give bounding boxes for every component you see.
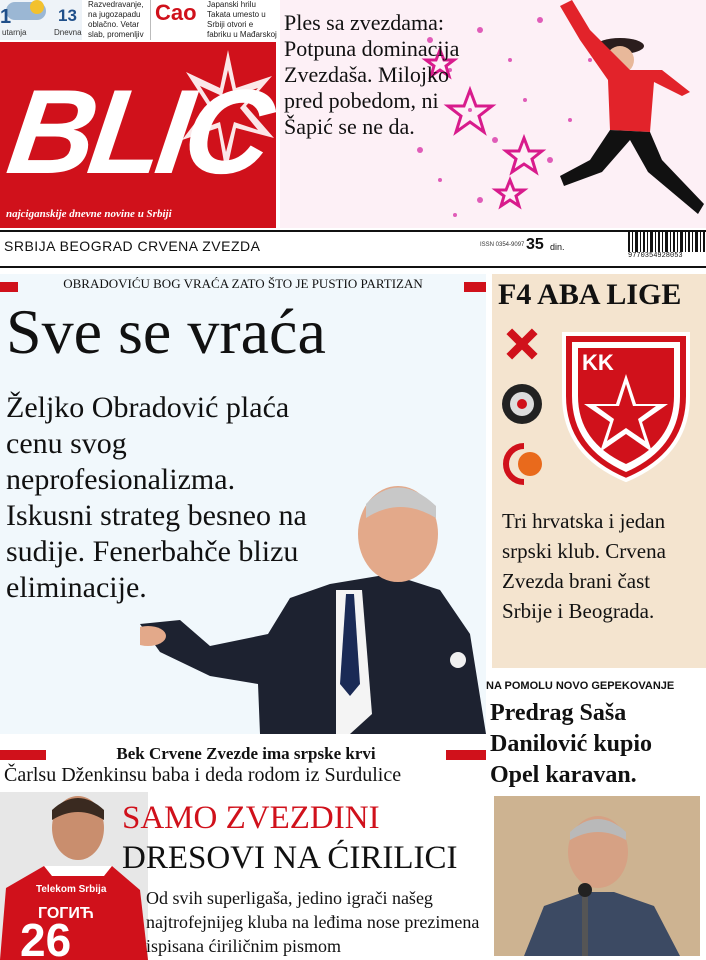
cao-brand: Cao — [155, 0, 197, 25]
main-story[interactable] — [0, 274, 486, 734]
jenkins-kicker: Bek Crvene Zvezde ima srpske krvi — [116, 744, 376, 763]
partizan-logo-icon — [500, 382, 544, 426]
weather-day2: 13 — [58, 6, 77, 25]
cedevita-logo-icon — [500, 322, 544, 366]
jenkins-rule-right — [446, 750, 486, 760]
price-value: 35 — [526, 236, 544, 253]
price-currency: din. — [550, 242, 565, 252]
barcode — [626, 228, 706, 262]
crvena-zvezda-crest — [556, 326, 696, 484]
jerseys-headline-black[interactable]: DRESOVI NA ĆIRILICI — [122, 840, 458, 876]
info-bar — [0, 230, 706, 268]
kicker-rule-left — [0, 282, 18, 292]
kicker-rule-right — [464, 282, 486, 292]
weather-widget — [0, 0, 82, 40]
weather-day1-label: utarnja — [2, 28, 27, 37]
issn-label: ISSN 0354-9097 — [480, 242, 525, 248]
opel-headline[interactable]: Predrag Saša Danilović kupio Opel karavan. — [490, 700, 653, 788]
jerseys-body: Od svih superligaša, jedino igrači našeg najtrofejnijeg kluba na leđima nose prezimena ispisana ćiriličnim pismom — [146, 888, 480, 956]
sun-icon — [30, 0, 44, 14]
jerseys-headline-red[interactable]: SAMO ZVEZDINI — [122, 800, 380, 836]
breadcrumb: SRBIJA BEOGRAD CRVENA ZVEZDA — [4, 238, 261, 254]
main-deck: Željko Obradović plaća cenu svog neprofesionalizma. Iskusni strateg besneo na sudije. Fenerbahče blizu eliminacije. — [6, 391, 307, 604]
jenkins-subhead[interactable]: Čarlsu Dženkinsu baba i deda rodom iz Surdulice — [4, 764, 402, 786]
f4-box[interactable] — [492, 274, 706, 668]
opel-kicker: NA POMOLU NOVO GEPEKOVANJE — [486, 680, 675, 692]
danilovic-figure — [494, 796, 700, 956]
logo-tagline: najciganskije dnevne novine u Srbiji — [6, 208, 172, 220]
jenkins-rule-left — [0, 750, 46, 760]
main-headline: Sve se vraća — [6, 296, 326, 367]
crest-letters: KK — [582, 350, 614, 375]
weather-day1: 1 — [0, 6, 12, 28]
jersey-name: ГОГИЋ — [38, 905, 94, 922]
promo-dancing-stars[interactable] — [280, 0, 706, 228]
barcode-icon — [626, 228, 706, 252]
promo-text: Ples sa zvezdama: Potpuna dominacija Zvezdaša. Milojko pred pobedom, ni Šapić se ne da. — [284, 10, 460, 139]
cao-teaser[interactable] — [150, 0, 279, 40]
dancer-figure — [550, 0, 706, 228]
f4-body: Tri hrvatska i jedan srpski klub. Crvena Zvezda brani čast Srbije i Beograda. — [502, 509, 666, 623]
barcode-number: 9770354928053 — [628, 252, 683, 260]
main-kicker: OBRADOVIĆU BOG VRAĆA ZATO ŠTO JE PUSTIO PARTIZAN — [28, 276, 458, 292]
weather-teaser: Razvedravanje, na jugozapadu oblačno. Vetar slab, promenljiv — [88, 0, 144, 39]
danilovic-photo — [494, 796, 700, 956]
cao-teaser-text: Japanski hrilu Takata umesto u Srbiji otvori e fabriku u Mađarskoj — [207, 0, 277, 39]
logo-wordmark: BLIC — [0, 65, 276, 199]
jersey-number: 26 — [20, 914, 72, 960]
cibona-logo-icon — [500, 442, 544, 486]
weather-day2-label: Dnevna — [54, 28, 82, 37]
jersey-sponsor: Telekom Srbija — [36, 884, 107, 895]
masthead-logo[interactable] — [0, 42, 276, 228]
f4-title: F4 ABA LIGE — [498, 278, 682, 311]
